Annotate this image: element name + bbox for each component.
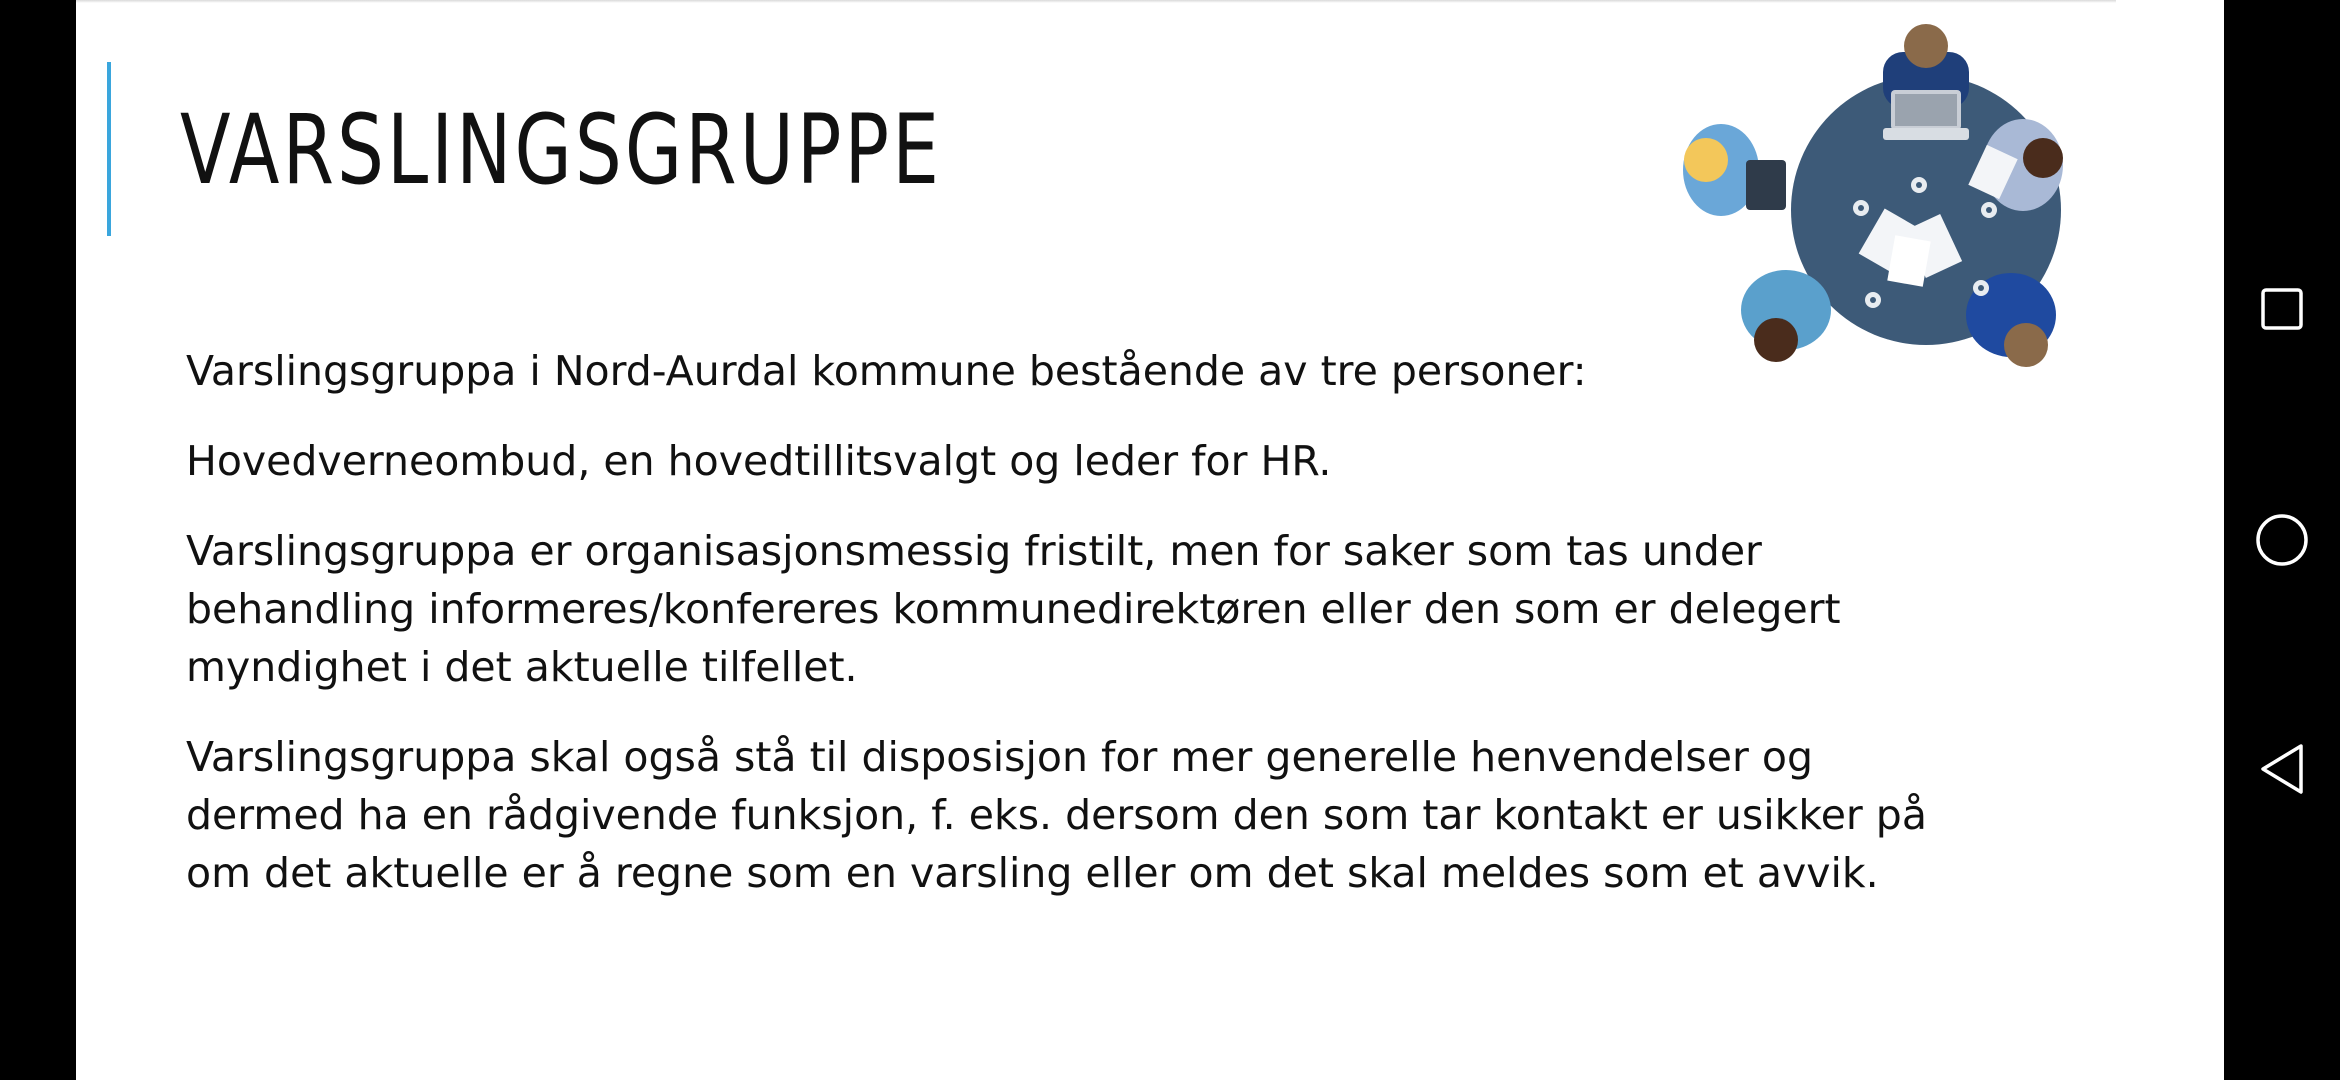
back-button[interactable] [2246, 733, 2318, 805]
person-top [1883, 24, 1969, 140]
square-recents-icon [2259, 286, 2305, 332]
paragraph-line: om det aktuelle er å regne som en varsling eller om det skal meldes som et avvik. [186, 849, 1879, 897]
paragraph-line: Varslingsgruppa i Nord-Aurdal kommune bestående av tre personer: [186, 347, 1587, 395]
title-accent-bar [107, 62, 111, 236]
presentation-slide [76, 0, 2224, 1080]
paragraph-line: dermed ha en rådgivende funksjon, f. eks. dersom den som tar kontakt er usikker på [186, 791, 1927, 839]
paragraph-2 [186, 432, 2186, 490]
recents-button[interactable] [2246, 273, 2318, 345]
person-left [1683, 124, 1786, 216]
paragraph-line: behandling informeres/konfereres kommunedirektøren eller den som er delegert [186, 585, 1841, 633]
meeting-table-illustration [1651, 10, 2071, 390]
triangle-back-icon [2257, 741, 2307, 797]
android-navigation-bar [2224, 0, 2340, 1080]
paragraph-line: Varslingsgruppa er organisasjonsmessig fristilt, men for saker som tas under [186, 527, 1762, 575]
home-button[interactable] [2246, 504, 2318, 576]
paragraph-3 [186, 522, 2186, 696]
paragraph-line: Hovedverneombud, en hovedtillitsvalgt og leder for HR. [186, 437, 1332, 485]
slide-body [186, 342, 2186, 934]
paragraph-line: Varslingsgruppa skal også stå til disposisjon for mer generelle henvendelser og [186, 733, 1814, 781]
paragraph-1 [186, 342, 2186, 400]
circle-home-icon [2254, 512, 2310, 568]
slide-title: VARSLINGSGRUPPE [180, 94, 942, 206]
paragraph-line: myndighet i det aktuelle tilfellet. [186, 643, 858, 691]
slide-top-shadow [76, 0, 2116, 3]
paragraph-4 [186, 728, 2186, 902]
